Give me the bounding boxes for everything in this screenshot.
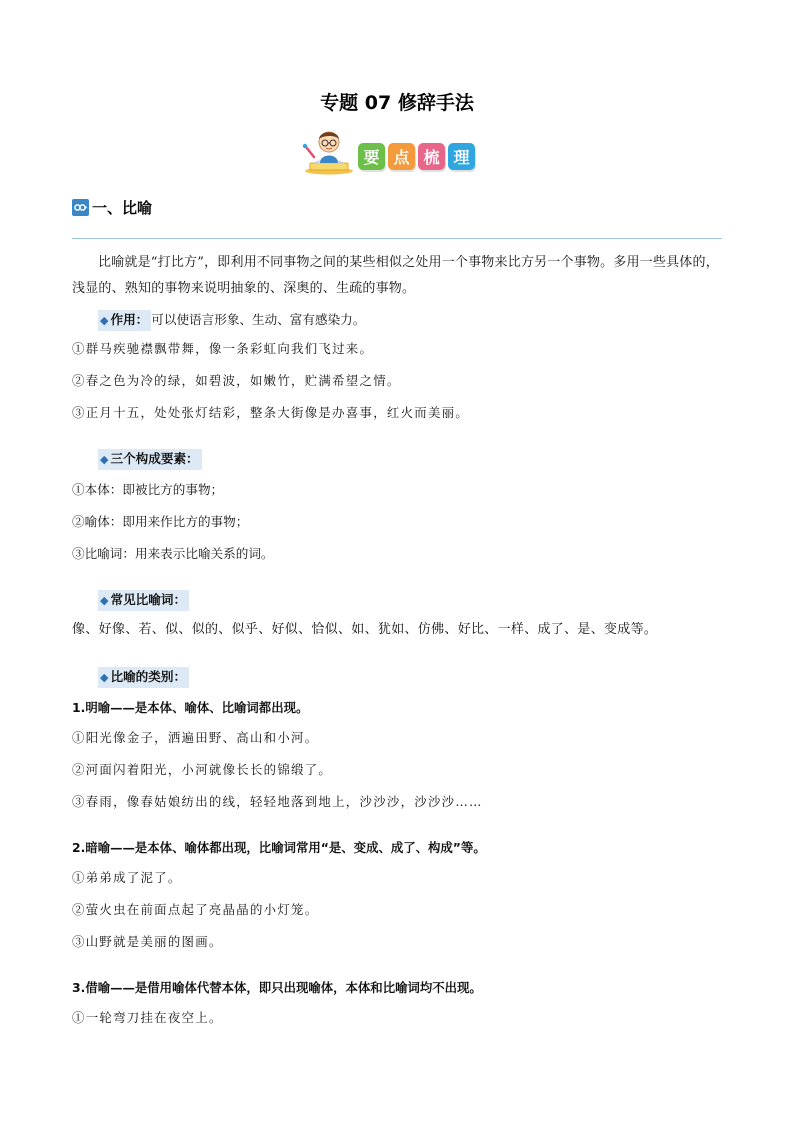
banner-tile: 梳 bbox=[418, 143, 445, 170]
elements-label: ◆ 三个构成要素： bbox=[98, 449, 202, 470]
element-item: ②喻体：即用来作比方的事物； bbox=[72, 514, 249, 529]
type-heading: 3.借喻——是借用喻体代替本体，即只出现喻体，本体和比喻词均不出现。 bbox=[72, 980, 482, 995]
type-heading: 2.暗喻——是本体、喻体都出现，比喻词常用“是、变成、成了、构成”等。 bbox=[72, 840, 486, 855]
example-sentence: ①阳光像金子，洒遍田野、高山和小河。 bbox=[72, 730, 319, 745]
section-heading bbox=[72, 197, 152, 218]
example-sentence: ①群马疾驰襟飘带舞，像一条彩虹向我们飞过来。 bbox=[72, 341, 374, 356]
section-divider bbox=[72, 238, 722, 239]
common-words-list: 像、好像、若、似、似的、似乎、好似、恰似、如、犹如、仿佛、好比、一样、成了、是、变成等。 bbox=[72, 622, 658, 637]
section-marker-icon bbox=[72, 199, 89, 216]
diamond-bullet-icon: ◆ bbox=[100, 671, 109, 684]
banner-tile: 要 bbox=[358, 143, 385, 170]
common-words-label: ◆ 常见比喻词： bbox=[98, 590, 189, 611]
example-sentence: ①一轮弯刀挂在夜空上。 bbox=[72, 1010, 223, 1025]
example-sentence: ③春雨，像春姑娘纺出的线，轻轻地落到地上，沙沙沙，沙沙沙…… bbox=[72, 794, 483, 809]
function-label: ◆ 作用： bbox=[98, 310, 151, 331]
example-sentence: ①弟弟成了泥了。 bbox=[72, 870, 182, 885]
function-text: 可以使语言形象、生动、富有感染力。 bbox=[151, 312, 366, 327]
diamond-bullet-icon: ◆ bbox=[100, 453, 109, 466]
example-sentence: ②萤火虫在前面点起了亮晶晶的小灯笼。 bbox=[72, 902, 319, 917]
example-sentence: ③正月十五，处处张灯结彩，整条大街像是办喜事，红火而美丽。 bbox=[72, 405, 470, 420]
elements-row bbox=[72, 449, 722, 470]
diamond-bullet-icon: ◆ bbox=[100, 594, 109, 607]
student-reading-icon bbox=[302, 127, 356, 175]
common-words-row bbox=[72, 590, 722, 611]
element-item: ③比喻词：用来表示比喻关系的词。 bbox=[72, 546, 274, 561]
example-sentence: ②河面闪着阳光，小河就像长长的锦缎了。 bbox=[72, 762, 333, 777]
banner-tile: 点 bbox=[388, 143, 415, 170]
section-body bbox=[72, 250, 722, 1028]
key-points-banner bbox=[300, 127, 490, 175]
types-row bbox=[72, 667, 722, 688]
banner-tile: 理 bbox=[448, 143, 475, 170]
section-title: 一、比喻 bbox=[92, 199, 153, 217]
type-heading: 1.明喻——是本体、喻体、比喻词都出现。 bbox=[72, 700, 309, 715]
function-row bbox=[72, 310, 722, 331]
diamond-bullet-icon: ◆ bbox=[100, 314, 109, 327]
intro-paragraph: 比喻就是“打比方”，即利用不同事物之间的某些相似之处用一个事物来比方另一个事物。多用一些具体的，浅显的、熟知的事物来说明抽象的、深奥的、生疏的事物。 bbox=[72, 255, 719, 296]
example-sentence: ②春之色为冷的绿，如碧波，如嫩竹，贮满希望之情。 bbox=[72, 373, 401, 388]
banner-tiles bbox=[358, 143, 475, 170]
types-label: ◆ 比喻的类别： bbox=[98, 667, 189, 688]
element-item: ①本体：即被比方的事物； bbox=[72, 482, 224, 497]
page-title: 专题 07 修辞手法 bbox=[320, 92, 474, 114]
example-sentence: ③山野就是美丽的图画。 bbox=[72, 934, 223, 949]
